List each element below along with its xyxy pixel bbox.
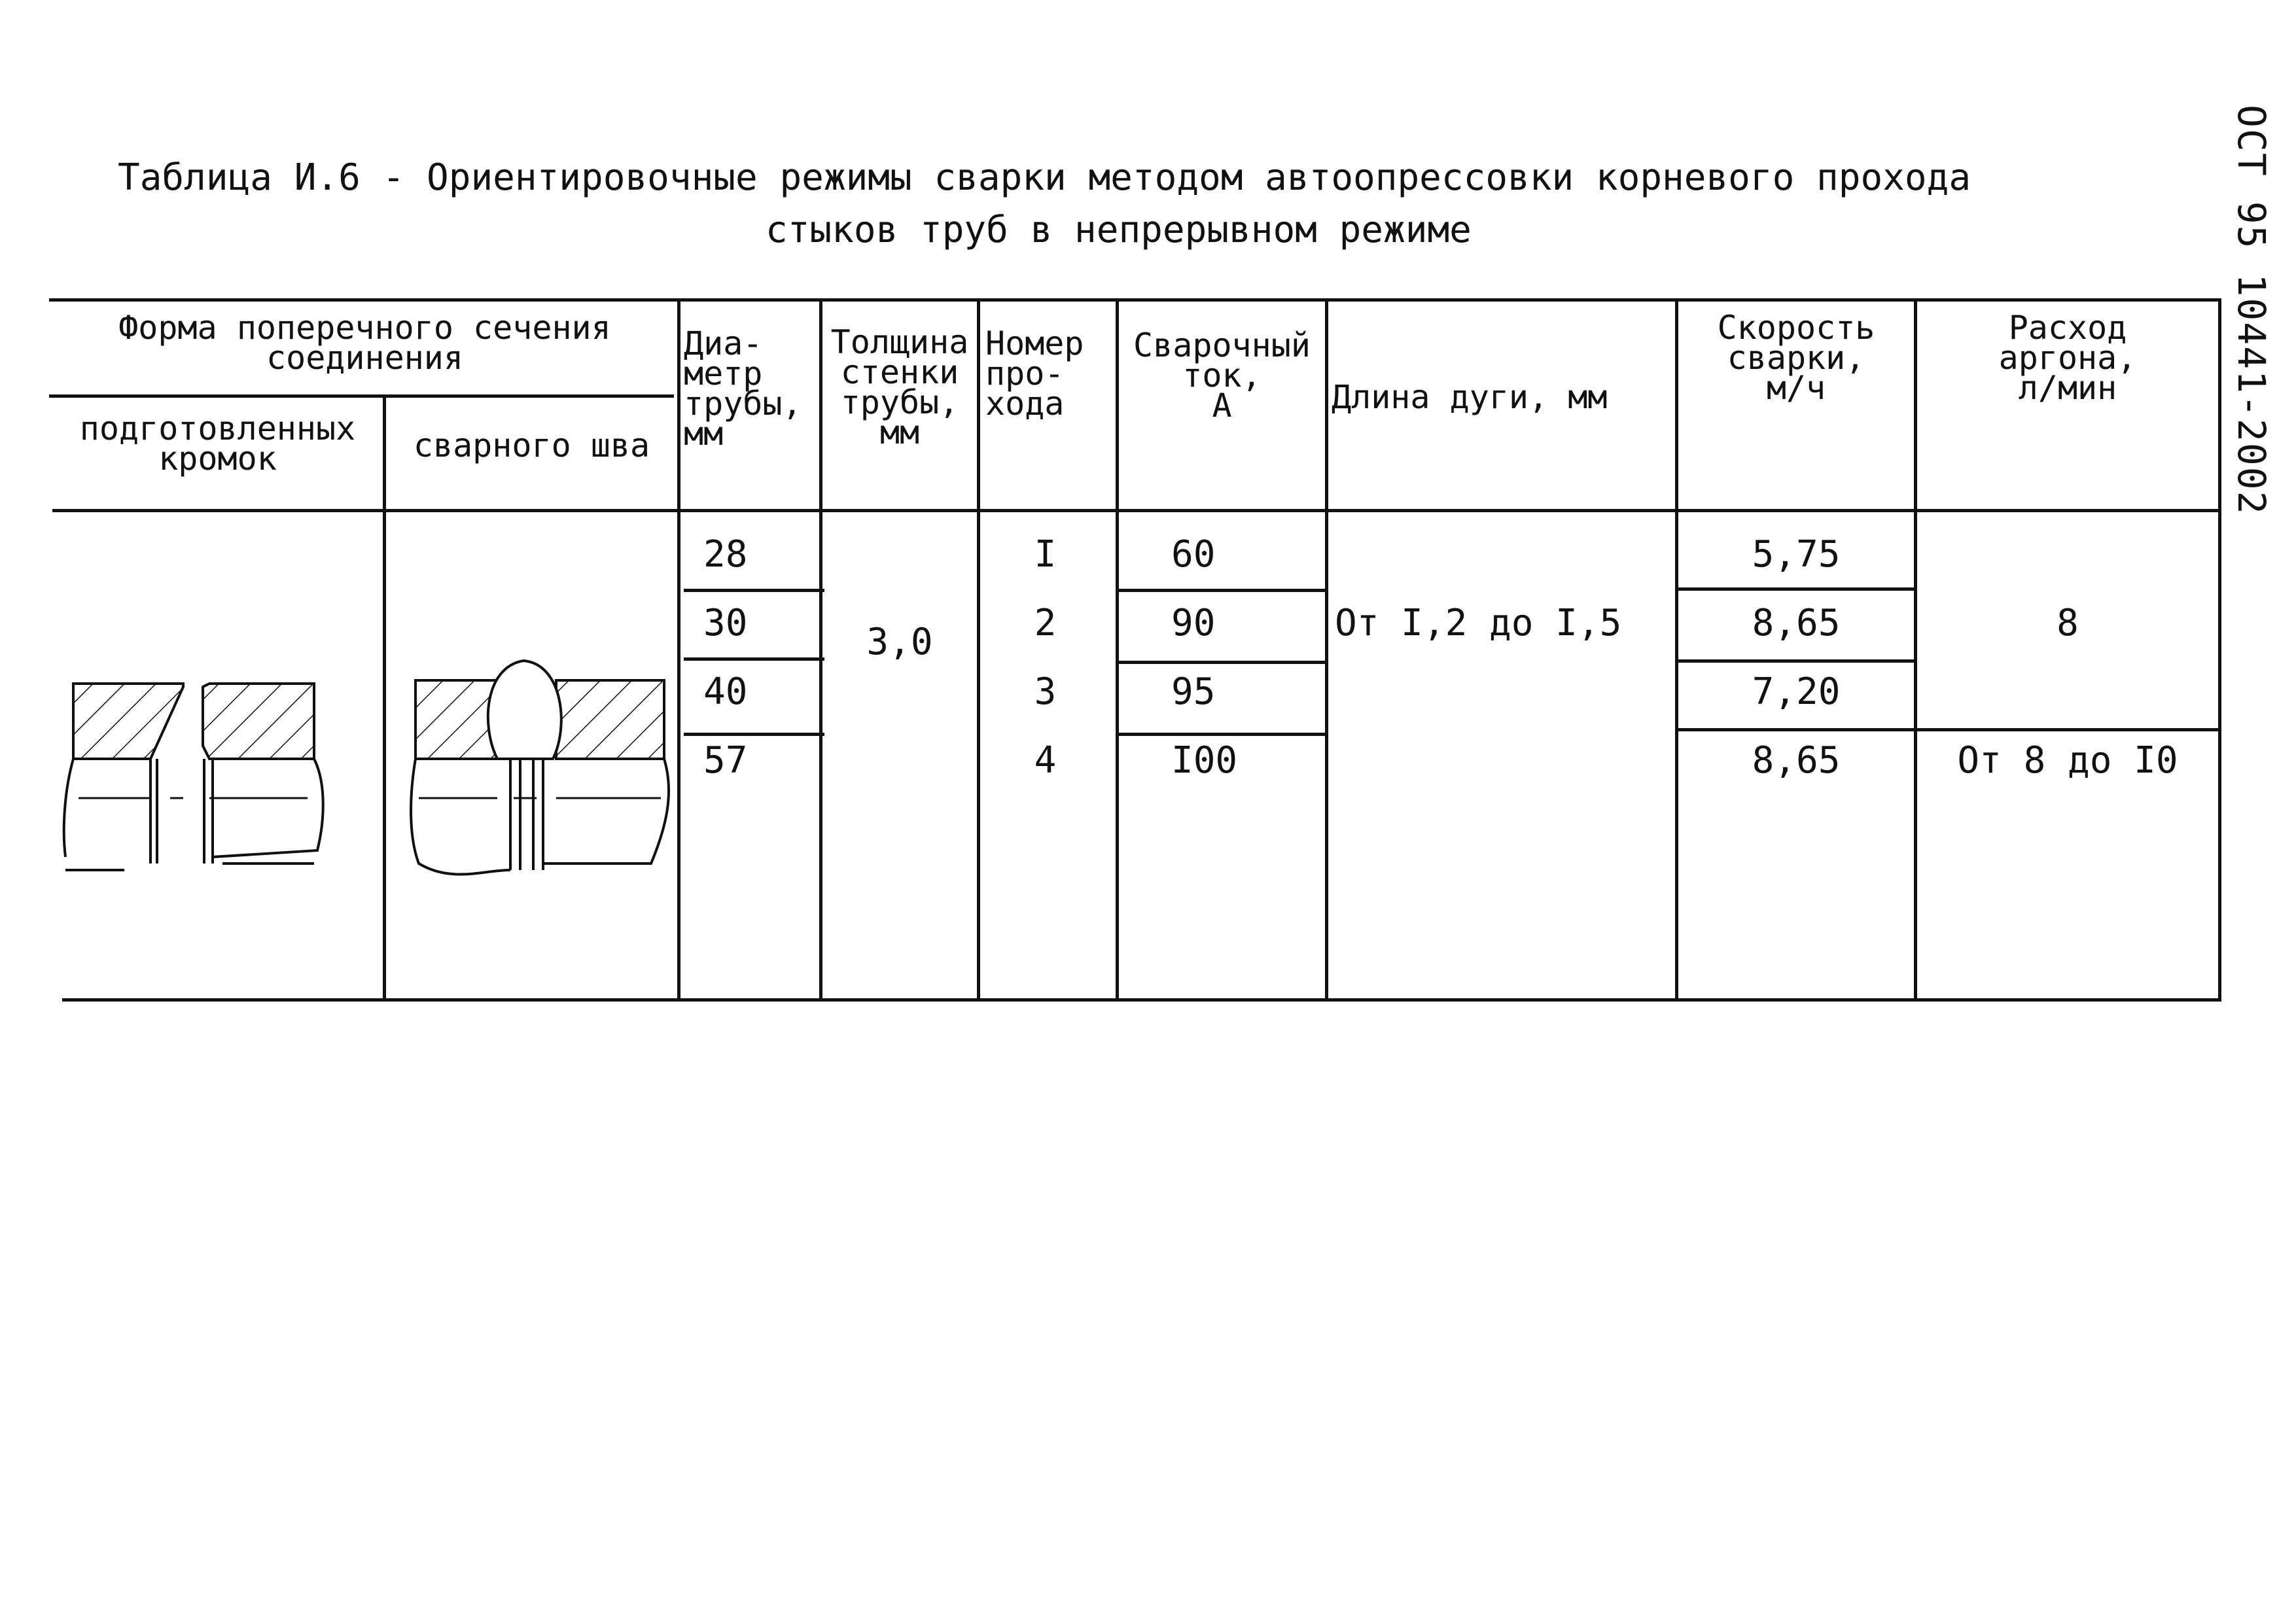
cell-welding-current: I00 bbox=[1171, 739, 1238, 782]
table-right-rule bbox=[2218, 298, 2221, 1000]
row-rule bbox=[1119, 589, 1325, 592]
cell-welding-current: 90 bbox=[1171, 602, 1216, 644]
joint-edges-sketch-icon bbox=[52, 661, 366, 896]
header-arc-length: Длина дуги, мм bbox=[1332, 378, 1608, 416]
header-diameter: Диа- метр трубы, мм bbox=[684, 324, 802, 453]
document-code: ОСТ 95 10441-2002 bbox=[2229, 105, 2274, 515]
cell-wall-thickness: 3,0 bbox=[866, 621, 933, 663]
cell-argon-flow: 8 bbox=[2057, 602, 2079, 644]
row-rule bbox=[1119, 733, 1325, 736]
row-rule bbox=[684, 657, 824, 661]
header-wall-thickness: Толщина стенки трубы, мм bbox=[830, 323, 969, 451]
row-rule bbox=[1678, 728, 2221, 731]
cell-welding-speed: 7,20 bbox=[1752, 671, 1841, 713]
col-rule bbox=[1675, 298, 1678, 1000]
cell-pass-number: I bbox=[1034, 533, 1057, 576]
header-argon-flow: Расход аргона, л/мин bbox=[1998, 309, 2137, 407]
cell-welding-speed: 8,65 bbox=[1752, 602, 1841, 644]
row-rule bbox=[1119, 661, 1325, 664]
cell-diameter: 28 bbox=[703, 533, 748, 576]
cell-pass-number: 4 bbox=[1034, 739, 1057, 782]
col-rule bbox=[1325, 298, 1328, 1000]
table-caption-line-2: стыков труб в непрерывном режиме bbox=[766, 209, 1472, 251]
row-rule bbox=[684, 589, 824, 592]
table-bottom-rule bbox=[62, 998, 2221, 1002]
col-rule bbox=[383, 394, 386, 1000]
cell-welding-current: 60 bbox=[1171, 533, 1216, 576]
shape-group-rule bbox=[49, 394, 674, 398]
weld-seam-sketch-icon bbox=[406, 654, 680, 890]
cell-diameter: 57 bbox=[703, 739, 748, 782]
cell-pass-number: 2 bbox=[1034, 602, 1057, 644]
cell-welding-speed: 8,65 bbox=[1752, 739, 1841, 782]
header-bottom-rule bbox=[52, 509, 2221, 512]
cell-argon-flow-pass-4: От 8 до I0 bbox=[1957, 739, 2178, 782]
cell-diameter: 30 bbox=[703, 602, 748, 644]
row-rule bbox=[1678, 659, 1917, 663]
cell-diameter: 40 bbox=[703, 671, 748, 713]
cell-pass-number: 3 bbox=[1034, 671, 1057, 713]
row-rule bbox=[1678, 587, 1917, 591]
header-weld-seam: сварного шва bbox=[413, 427, 650, 464]
cell-arc-length: От I,2 до I,5 bbox=[1335, 602, 1622, 644]
header-welding-current: Сварочный ток, А bbox=[1133, 326, 1311, 425]
row-rule bbox=[684, 733, 824, 736]
table-caption-line-1: Таблица И.6 - Ориентировочные режимы сварки методом автоопрессовки корневого прохода bbox=[118, 156, 1971, 199]
header-shape-group: Форма поперечного сечения соединения bbox=[118, 309, 611, 377]
header-prepared-edges: подготовленных кромок bbox=[79, 410, 356, 478]
header-pass-number: Номер про- хода bbox=[985, 324, 1084, 423]
header-welding-speed: Скорость сварки, м/ч bbox=[1717, 309, 1875, 407]
col-rule bbox=[1914, 298, 1917, 1000]
cell-welding-speed: 5,75 bbox=[1752, 533, 1841, 576]
table-top-rule bbox=[49, 298, 2221, 302]
cell-welding-current: 95 bbox=[1171, 671, 1216, 713]
